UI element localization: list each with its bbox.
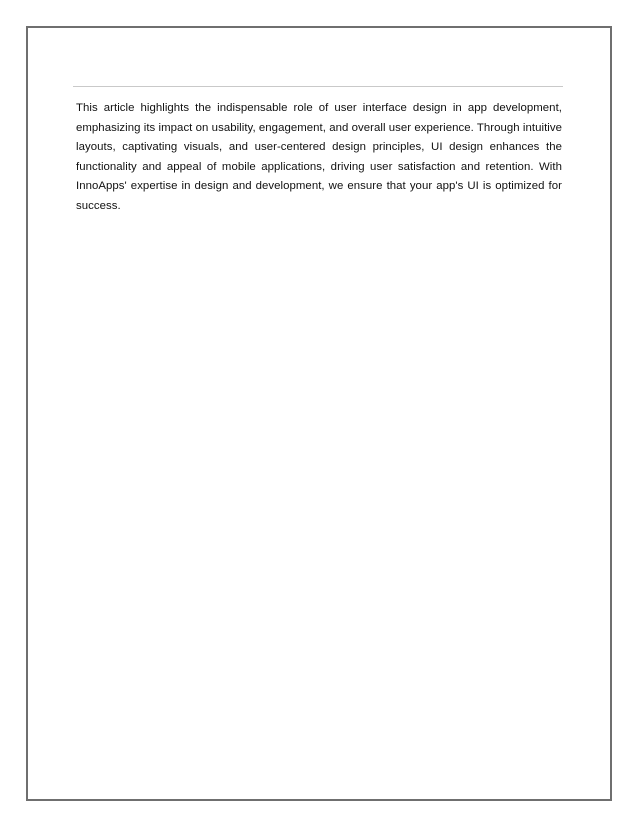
body-paragraph: This article highlights the indispensable role of user interface design in app development, emphasizing its impact on usability, engagement, and overall user experience. Through intuitive layouts, captivating visuals, and user-centered design principles, UI design enhances the functionality and appeal of mobile applications, driving user satisfaction and retention. With InnoApps' expertise in design and development, we ensure that your app's UI is optimized for success. (76, 102, 562, 212)
header-divider (73, 86, 563, 87)
